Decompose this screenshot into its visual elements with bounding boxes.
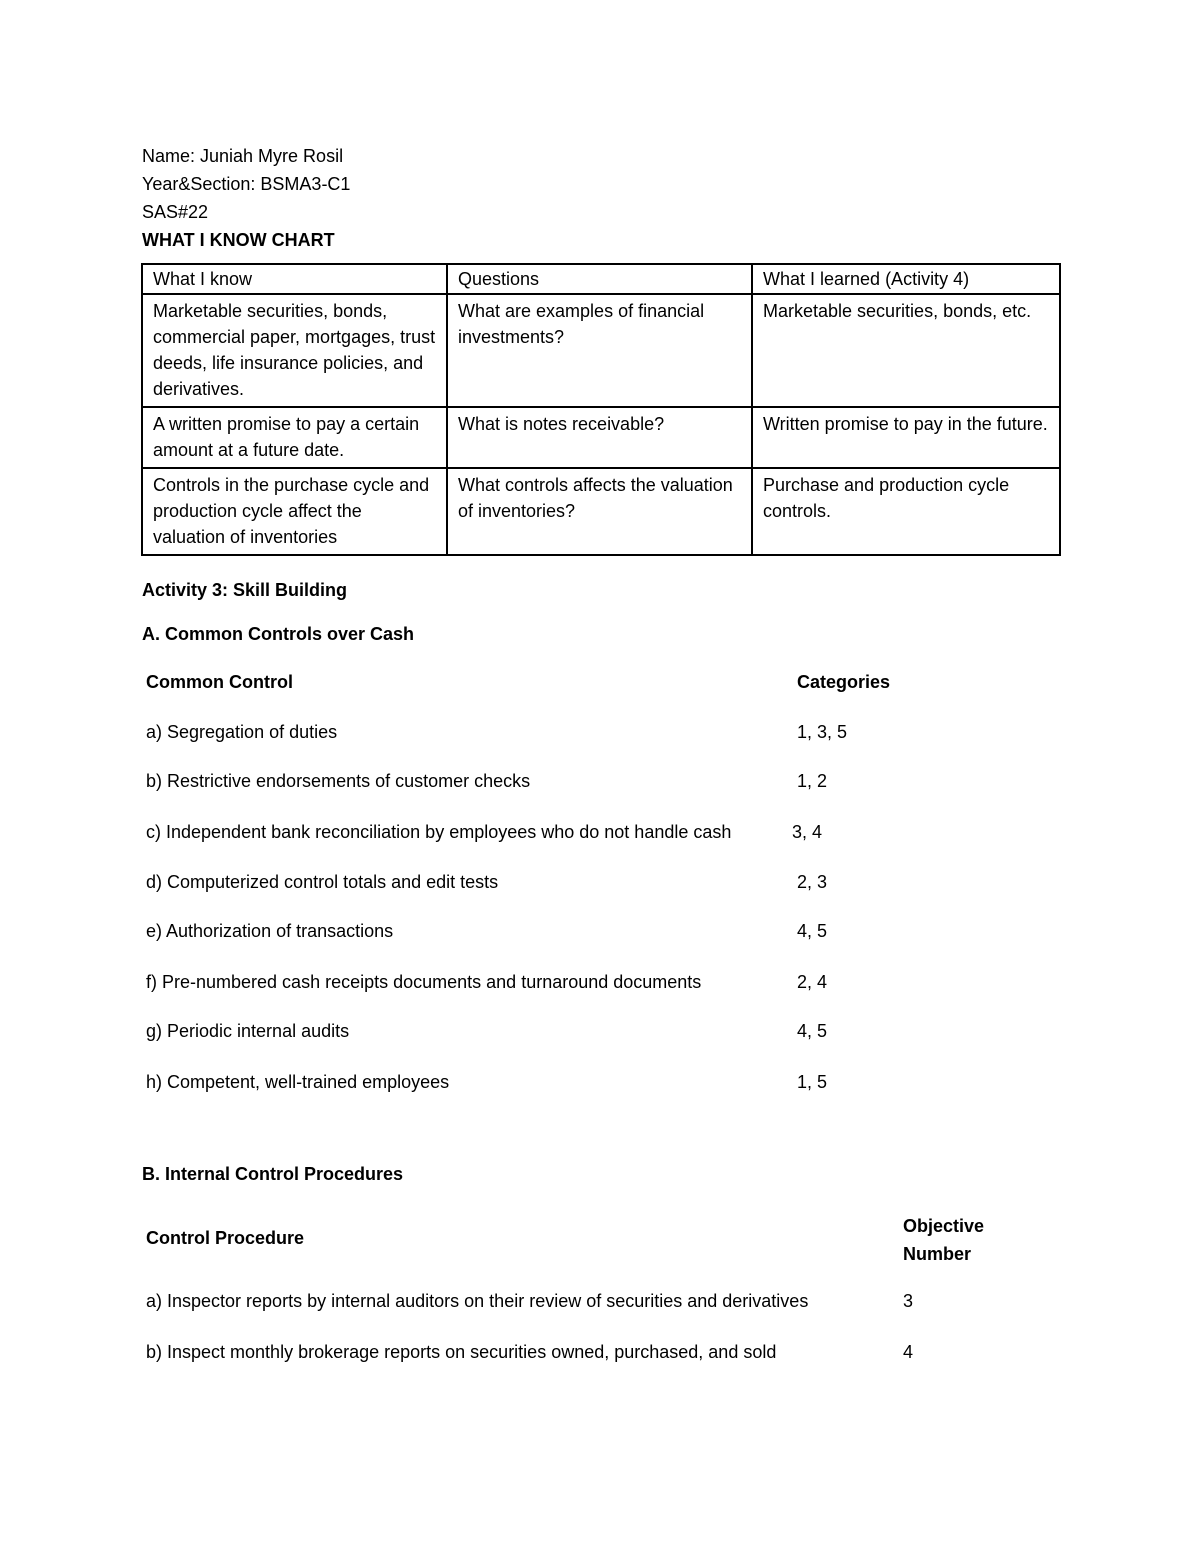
procedure-objective: 3	[903, 1291, 914, 1311]
column-header-control-procedure: Control Procedure	[146, 1228, 305, 1248]
kwl-cell-question: What are examples of financial investments?	[447, 294, 752, 407]
control-item: c) Independent bank reconciliation by employees who do not handle cash	[146, 822, 732, 842]
column-header-common-control: Common Control	[146, 672, 293, 692]
student-name: Name: Juniah Myre Rosil	[142, 146, 344, 166]
kwl-header-learned: What I learned (Activity 4)	[752, 264, 1060, 294]
section-a-title: A. Common Controls over Cash	[142, 624, 415, 644]
sas-number: SAS#22	[142, 202, 209, 222]
control-categories: 2, 4	[797, 972, 828, 992]
kwl-cell-learned: Written promise to pay in the future.	[752, 407, 1060, 468]
control-item: f) Pre-numbered cash receipts documents and turnaround documents	[146, 972, 702, 992]
control-categories: 1, 3, 5	[797, 722, 848, 742]
year-section: Year&Section: BSMA3-C1	[142, 174, 351, 194]
control-item: h) Competent, well-trained employees	[146, 1072, 450, 1092]
control-categories: 2, 3	[797, 872, 828, 892]
kwl-header-row	[142, 264, 1060, 294]
kwl-cell-question: What controls affects the valuation of inventories?	[447, 468, 752, 555]
chart-title: WHAT I KNOW CHART	[142, 230, 335, 250]
kwl-row	[142, 468, 1060, 555]
control-item: b) Restrictive endorsements of customer checks	[146, 771, 531, 791]
control-categories: 4, 5	[797, 921, 828, 941]
procedure-item: b) Inspect monthly brokerage reports on securities owned, purchased, and sold	[146, 1342, 777, 1362]
kwl-cell-question: What is notes receivable?	[447, 407, 752, 468]
section-b-title: B. Internal Control Procedures	[142, 1164, 404, 1184]
control-item: a) Segregation of duties	[146, 722, 338, 742]
kwl-cell-know: Controls in the purchase cycle and production cycle affect the valuation of inventories	[142, 468, 447, 555]
control-categories: 1, 5	[797, 1072, 828, 1092]
kwl-cell-learned: Purchase and production cycle controls.	[752, 468, 1060, 555]
control-categories: 4, 5	[797, 1021, 828, 1041]
control-item: d) Computerized control totals and edit tests	[146, 872, 499, 892]
kwl-cell-learned: Marketable securities, bonds, etc.	[752, 294, 1060, 407]
procedure-objective: 4	[903, 1342, 914, 1362]
kwl-cell-know: Marketable securities, bonds, commercial paper, mortgages, trust deeds, life insurance policies, and derivatives.	[142, 294, 447, 407]
kwl-table	[141, 263, 1061, 556]
procedure-item: a) Inspector reports by internal auditors on their review of securities and derivatives	[146, 1291, 809, 1311]
kwl-cell-know: A written promise to pay a certain amount at a future date.	[142, 407, 447, 468]
column-header-categories: Categories	[797, 672, 891, 692]
control-item: g) Periodic internal audits	[146, 1021, 350, 1041]
kwl-header-know: What I know	[142, 264, 447, 294]
kwl-header-questions: Questions	[447, 264, 752, 294]
activity-title: Activity 3: Skill Building	[142, 580, 348, 600]
control-item: e) Authorization of transactions	[146, 921, 394, 941]
kwl-row	[142, 294, 1060, 407]
column-header-objective-number: Objective Number	[903, 1216, 985, 1264]
control-categories: 1, 2	[797, 771, 828, 791]
kwl-row	[142, 407, 1060, 468]
control-categories: 3, 4	[792, 822, 823, 842]
